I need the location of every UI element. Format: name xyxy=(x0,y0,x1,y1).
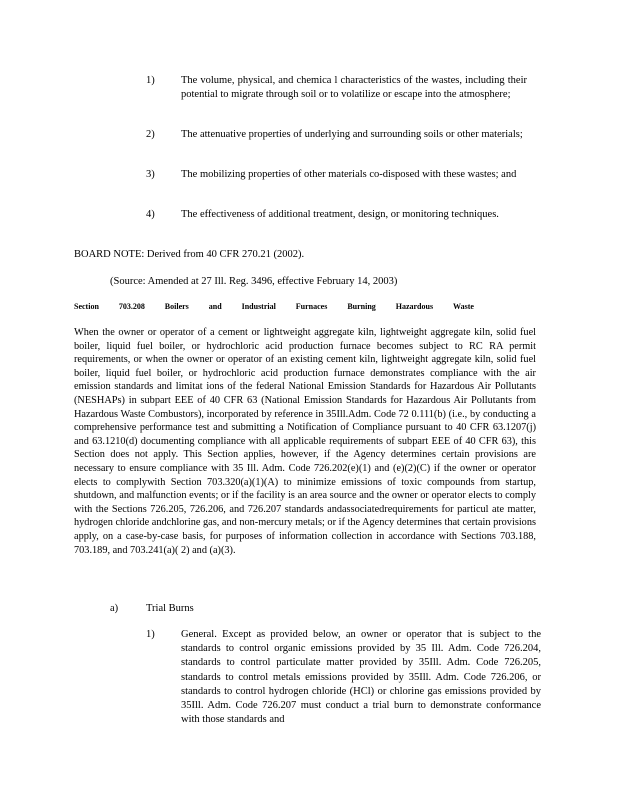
list-item-text: The attenuative properties of underlying and surrounding soils or other materials; xyxy=(181,129,523,140)
section-heading-word: Section xyxy=(74,302,99,311)
subsection-label: a) xyxy=(110,603,119,614)
list-item-text: The mobilizing properties of other materials co-disposed with these wastes; and xyxy=(181,169,517,180)
body-paragraph: When the owner or operator of a cement or lightweight aggregate kiln, lightweight aggregate kiln, solid fuel boiler, liquid fuel boiler, or hydrochloric acid production furnace becomes subject to RC RA permit requirements, or when the owner or operator of an existing cement kiln, lightweight aggregate kiln, solid fuel boiler, liquid fuel boiler, or hydrochloric acid production furnace demonstrates compliance with the air emission standards and limitat ions of the federal National Emission Standards for Hazardous Air Pollutants (NESHAPs) in subpart EEE of 40 CFR 63 (National Emission Standards for Hazardous Air Pollutants from Hazardous Waste Combustors), incorporated by reference in 35Ill.Adm. Code 72 0.111(b) (i.e., by conducting a comprehensive performance test and submitting a Notification of Compliance pursuant to 40 CFR 63.1207(j) and 63.1210(d) documenting compliance with all applicable requirements of subpart EEE of 40 CFR 63), this Section does not apply. This Section applies, however, if the Agency determines certain provisions are necessary to ensure compliance with 35 Ill. Adm. Code 726.202(e)(1) and (e)(2)(C) if the owner or operator elects to complywith Section 703.320(a)(1)(A) to minimize emissions of toxic compounds from startup, shutdown, and malfunction events; or if the facility is an area source and the owner or operator elects to comply with the Sections 726.205, 726.206, and 726.207 standards andassociatedrequirements for particul ate matter, hydrogen chloride andchlorine gas, and non-mercury metals; or if the Agency determines that certain provisions apply, on a case-by-case basis, for purposes of information collection in accordance with Sections 703.188, 703.189, and 703.241(a)( 2) and (a)(3). xyxy=(74,327,536,556)
list-item-text: General. Except as provided below, an owner or operator that is subject to the standards to control organic emissions provided by 35 Ill. Adm. Code 726.204, standards to control particulate matter provided by 35Ill. Adm. Code 726.205, standards to control metals emissions provided by 35Ill. Adm. Code 726.206, or standards to control hydrogen chloride (HCl) or chlorine gas emissions provided by 35Ill. Adm. Code 726.207 must conduct a trial burn to demonstrate conformance with those standards and xyxy=(181,629,541,726)
list-item-text: The volume, physical, and chemica l characteristics of the wastes, including their potential to migrate through soil or to volatilize or escape into the atmosphere; xyxy=(181,75,527,100)
list-item-number: 1) xyxy=(146,75,155,86)
list-item-number: 3) xyxy=(146,169,155,180)
list-item-text: The effectiveness of additional treatment, design, or monitoring techniques. xyxy=(181,209,499,220)
board-note: BOARD NOTE: Derived from 40 CFR 270.21 (2002). xyxy=(74,249,305,260)
list-item-number: 1) xyxy=(146,629,155,640)
source-note: (Source: Amended at 27 Ill. Reg. 3496, effective February 14, 2003) xyxy=(110,276,398,287)
section-heading-word: Furnaces xyxy=(295,302,328,311)
list-item-number: 2) xyxy=(146,129,155,140)
section-heading xyxy=(74,302,474,312)
section-heading-word: Waste xyxy=(453,302,474,311)
section-heading-word: and xyxy=(208,302,222,311)
subsection-title: Trial Burns xyxy=(146,603,194,614)
section-heading-word: Burning xyxy=(347,302,376,311)
section-heading-word: Hazardous xyxy=(395,302,434,311)
section-heading-word: 703.208 xyxy=(118,302,145,311)
section-heading-word: Industrial xyxy=(241,302,276,311)
section-heading-word: Boilers xyxy=(164,302,189,311)
list-item-number: 4) xyxy=(146,209,155,220)
